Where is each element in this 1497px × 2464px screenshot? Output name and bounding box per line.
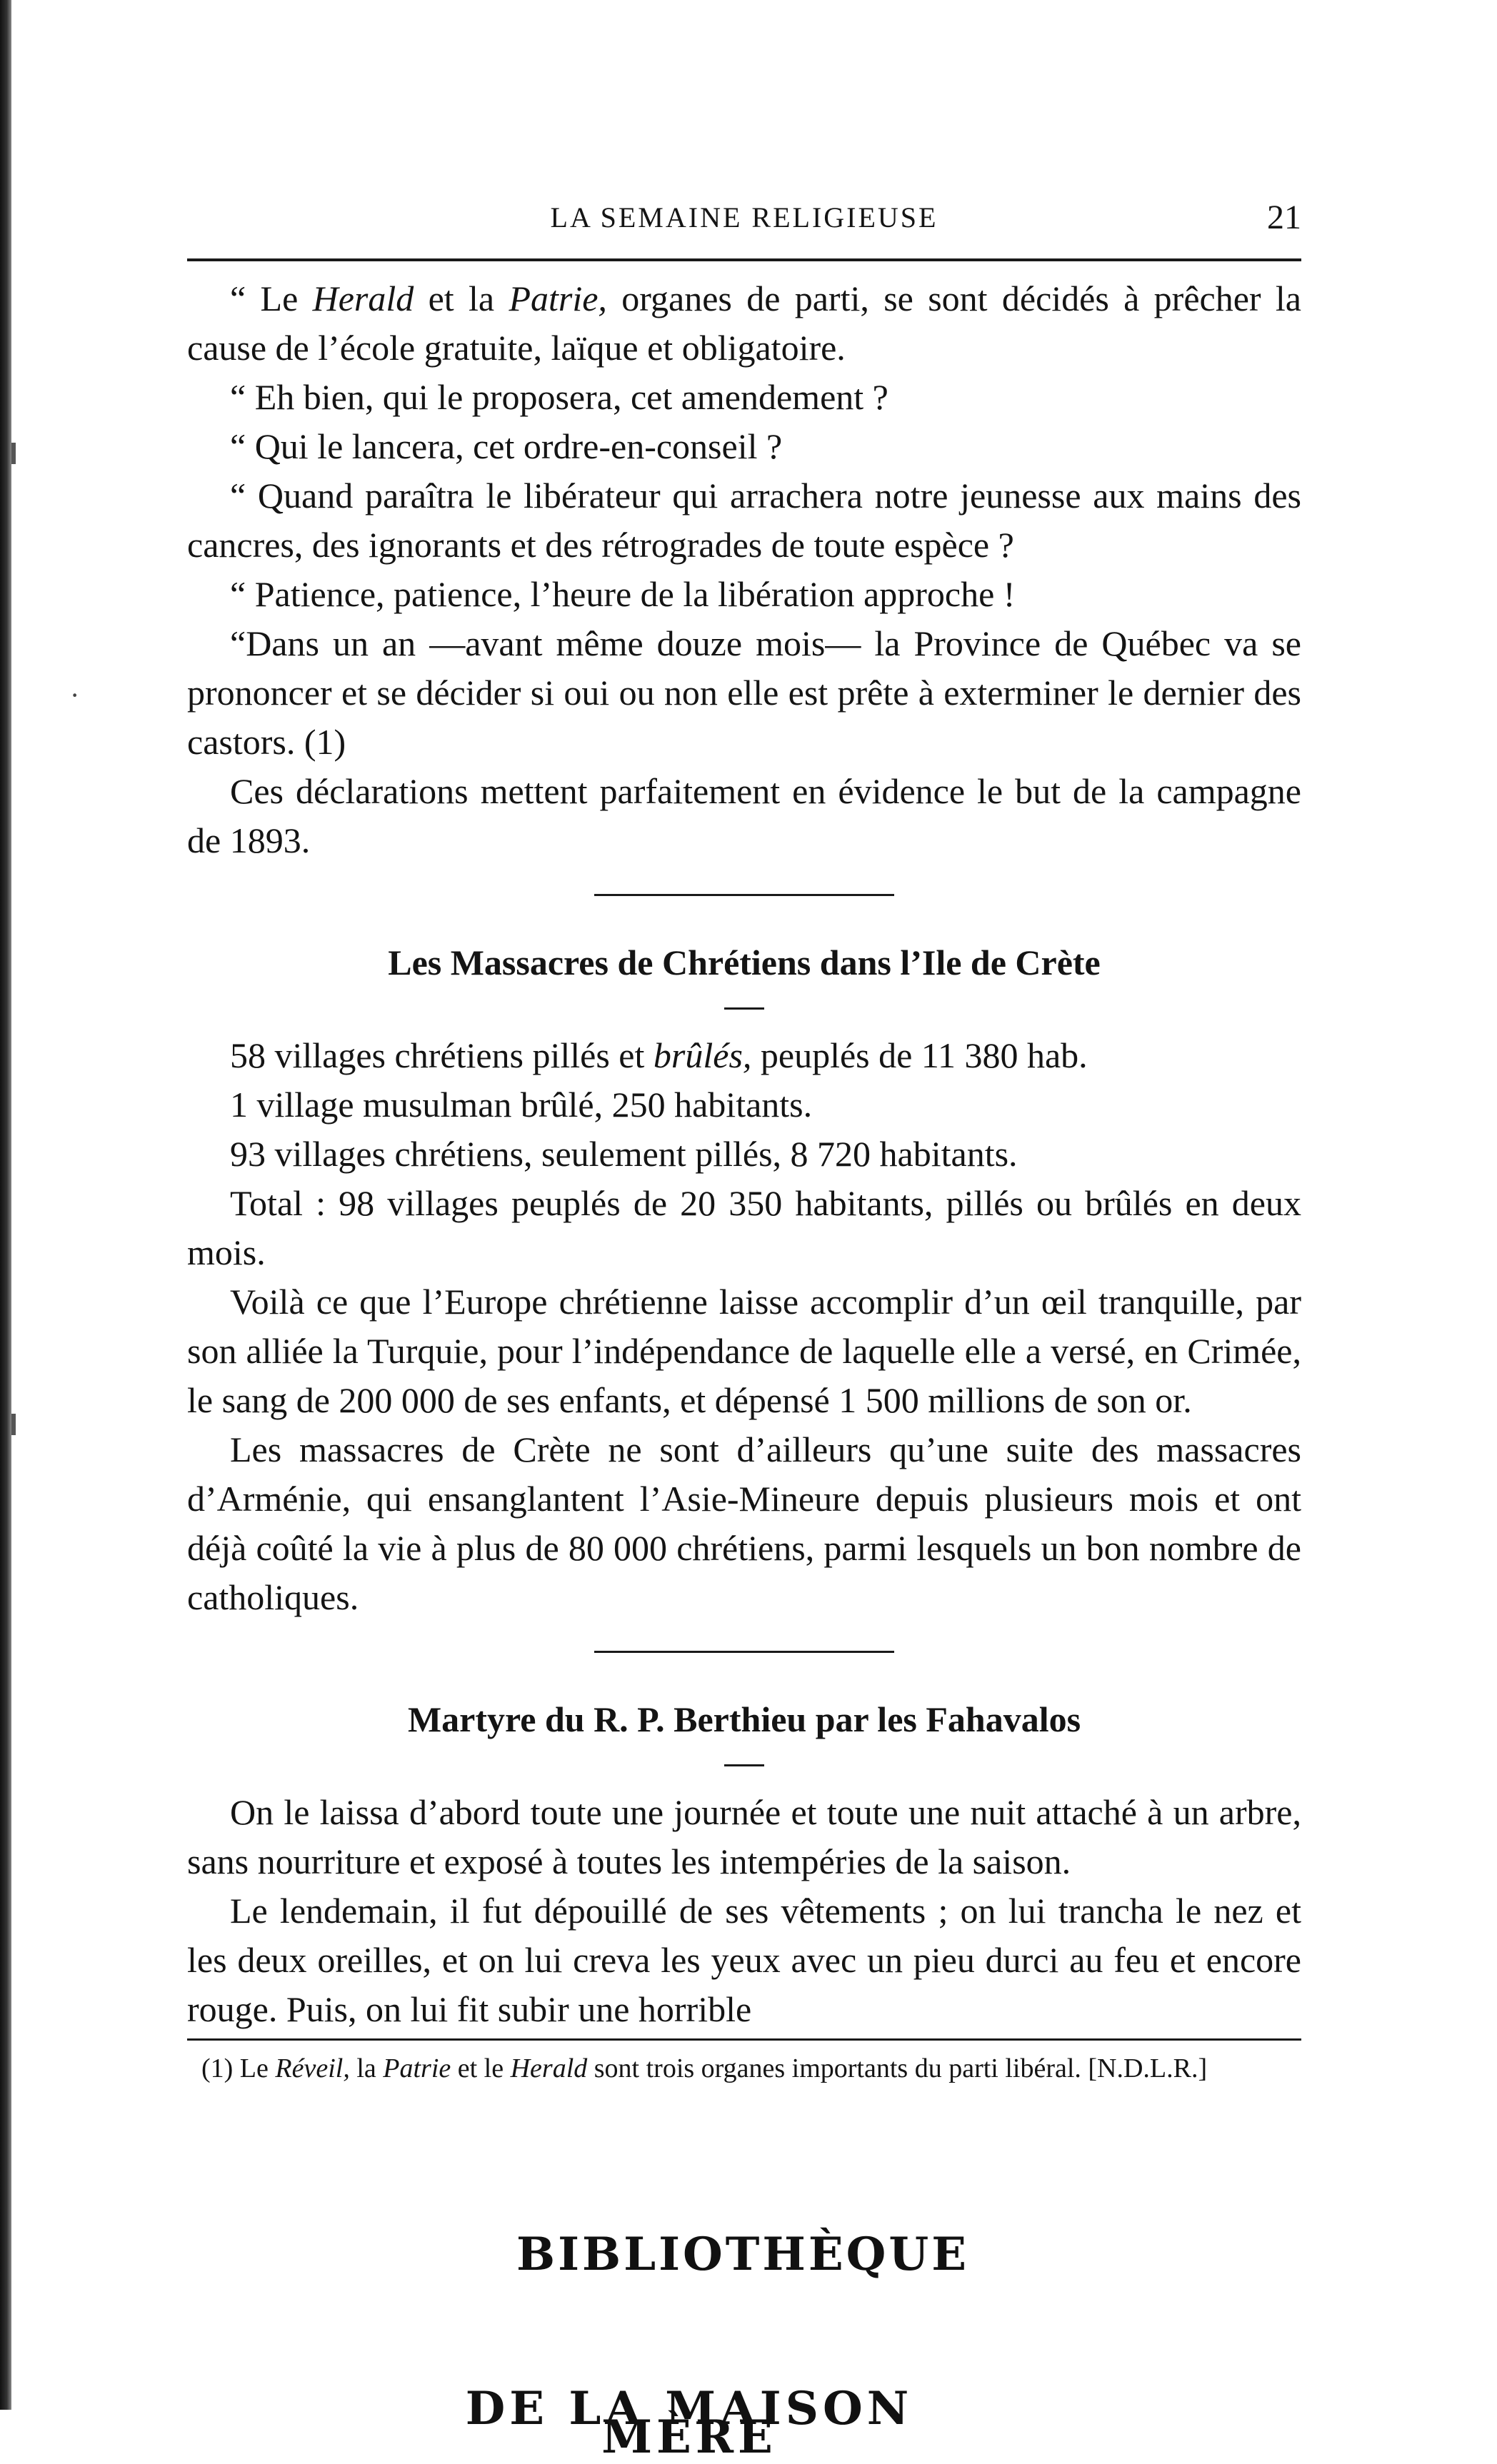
margin-dot: ·: [70, 679, 80, 711]
paragraph: [187, 274, 1301, 373]
text-run: “ Quand paraîtra le libérateur qui arrachera notre jeunesse aux mains des cancres, des ignorants et des rétrogrades de toute espèce ?: [187, 476, 1301, 565]
paragraph: [187, 619, 1301, 767]
paragraph: [187, 373, 1301, 422]
section-editorial: [187, 274, 1301, 865]
paragraph: [187, 1886, 1301, 2034]
paragraph: [187, 570, 1301, 619]
paragraph: [187, 1031, 1301, 1080]
section-separator: [594, 1651, 894, 1653]
italic-text: Herald: [510, 2053, 588, 2083]
running-title: LA SEMAINE RELIGIEUSE: [550, 201, 938, 233]
text-run: “ Qui le lancera, cet ordre-en-conseil ?: [230, 426, 783, 466]
text-run: “ Le: [230, 278, 313, 318]
italic-text: Herald: [312, 278, 414, 318]
text-run: Les massacres de Crète ne sont d’ailleurs qu’une suite des massacres d’Arménie, qui ensanglantent l’Asie-Mineure depuis plusieurs mois et ont déjà coûté la vie à plus de 80 000 chrétiens, parmi lesquels un bon nombre de catholiques.: [187, 1429, 1301, 1617]
text-run: Total : 98 villages peuplés de 20 350 habitants, pillés ou brûlés en deux mois.: [187, 1183, 1301, 1272]
library-stamp-line1: BIBLIOTHÈQUE: [516, 2228, 970, 2281]
paragraph: [187, 1788, 1301, 1886]
page-number: 21: [1267, 198, 1301, 236]
text-run: “Dans un an —avant même douze mois— la Province de Québec va se prononcer et se décider si oui ou non elle est prête à exterminer le dernier des castors. (1): [187, 623, 1301, 762]
title-dash: [724, 1007, 764, 1010]
text-run: peuplés de 11 380 hab.: [751, 1035, 1088, 1075]
text-run: “ Patience, patience, l’heure de la libération approche !: [230, 574, 1016, 614]
paragraph: [187, 1277, 1301, 1425]
page-body: [187, 193, 1301, 2086]
paragraph: [187, 1080, 1301, 1130]
text-run: sont trois organes importants du parti libéral. [N.D.L.R.]: [587, 2053, 1208, 2083]
text-run: On le laissa d’abord toute une journée et toute une nuit attaché à un arbre, sans nourriture et exposé à toutes les intempéries de la saison.: [187, 1792, 1301, 1881]
text-run: Le lendemain, il fut dépouillé de ses vêtements ; on lui trancha le nez et les deux oreilles, et on lui creva les yeux avec un pieu durci au feu et encore rouge. Puis, on lui fit subir une horrible: [187, 1891, 1301, 2029]
italic-text: Patrie,: [509, 278, 607, 318]
paragraph: [187, 471, 1301, 570]
running-head: [187, 193, 1301, 243]
paragraph: [187, 767, 1301, 865]
italic-text: Réveil,: [275, 2053, 350, 2083]
footnote: [187, 2051, 1301, 2086]
paragraph: [187, 1179, 1301, 1277]
scan-speck: [11, 443, 16, 464]
section-title-crete: Les Massacres de Chrétiens dans l’Ile de Crète: [388, 942, 1101, 982]
text-run: organes de parti, se sont décidés à prêcher la cause de l’école gratuite, laïque et obligatoire.: [187, 278, 1301, 368]
section-title-berthieu: Martyre du R. P. Berthieu par les Fahavalos: [407, 1699, 1081, 1739]
text-run: la: [349, 2053, 384, 2083]
italic-text: Patrie: [383, 2053, 451, 2083]
text-run: 1 village musulman brûlé, 250 habitants.: [230, 1085, 813, 1125]
italic-text: brûlés,: [653, 1035, 752, 1075]
title-dash: [724, 1764, 764, 1766]
text-run: 58 villages chrétiens pillés et: [230, 1035, 654, 1075]
library-stamp-line2: [386, 2382, 993, 2464]
paragraph: [187, 1130, 1301, 1179]
header-rule: [187, 258, 1301, 261]
paragraph: [187, 2051, 1301, 2086]
page-binding-edge: [0, 0, 11, 2410]
section-separator: [594, 894, 894, 896]
text-run: (1) Le: [201, 2053, 276, 2083]
scan-speck: [11, 1414, 16, 1435]
library-stamp-line2-text: DE LA MAISON MÈRE: [465, 2382, 913, 2464]
section-crete: [187, 1031, 1301, 1622]
text-run: Ces déclarations mettent parfaitement en évidence le but de la campagne de 1893.: [187, 771, 1301, 860]
text-run: et la: [414, 278, 509, 318]
paragraph: [187, 1425, 1301, 1622]
text-run: et le: [451, 2053, 511, 2083]
section-berthieu: [187, 1788, 1301, 2034]
text-run: 93 villages chrétiens, seulement pillés, 8 720 habitants.: [230, 1134, 1018, 1174]
text-run: Voilà ce que l’Europe chrétienne laisse accomplir d’un œil tranquille, par son alliée la Turquie, pour l’indépendance de laquelle elle a versé, en Crimée, le sang de 200 000 de ses enfants, et dépensé 1 500 millions de son or.: [187, 1282, 1301, 1420]
text-run: “ Eh bien, qui le proposera, cet amendement ?: [230, 377, 888, 417]
paragraph: [187, 422, 1301, 471]
footnote-rule: [187, 2038, 1301, 2041]
